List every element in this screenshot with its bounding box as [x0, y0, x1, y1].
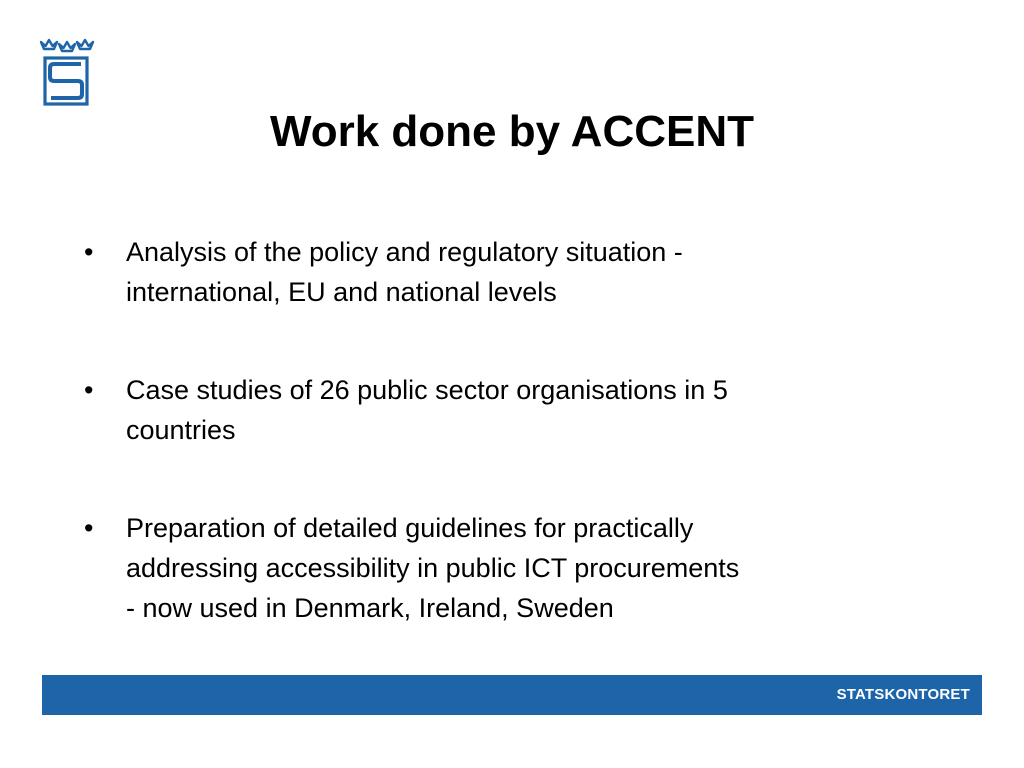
statskontoret-logo-icon	[38, 36, 96, 108]
footer-label: STATSKONTORET	[836, 686, 970, 703]
bullet-item	[84, 370, 944, 450]
bullet-text-line: international, EU and national levels	[126, 277, 557, 307]
footer-bar	[42, 675, 982, 715]
bullet-item	[84, 232, 944, 312]
bullet-text-line: Case studies of 26 public sector organisations in 5	[126, 375, 728, 405]
bullet-text-line: - now used in Denmark, Ireland, Sweden	[126, 593, 614, 623]
bullet-text-line: Analysis of the policy and regulatory situation -	[126, 237, 683, 267]
bullet-dot: •	[84, 375, 94, 405]
bullet-dot: •	[84, 513, 94, 543]
bullet-text-line: countries	[126, 415, 236, 445]
bullet-text-line: Preparation of detailed guidelines for practically	[126, 513, 694, 543]
bullet-text-line: addressing accessibility in public ICT procurements	[126, 553, 740, 583]
bullet-list	[84, 232, 944, 686]
bullet-item	[84, 508, 944, 628]
slide-title: Work done by ACCENT	[269, 107, 755, 156]
bullet-dot: •	[84, 237, 94, 267]
